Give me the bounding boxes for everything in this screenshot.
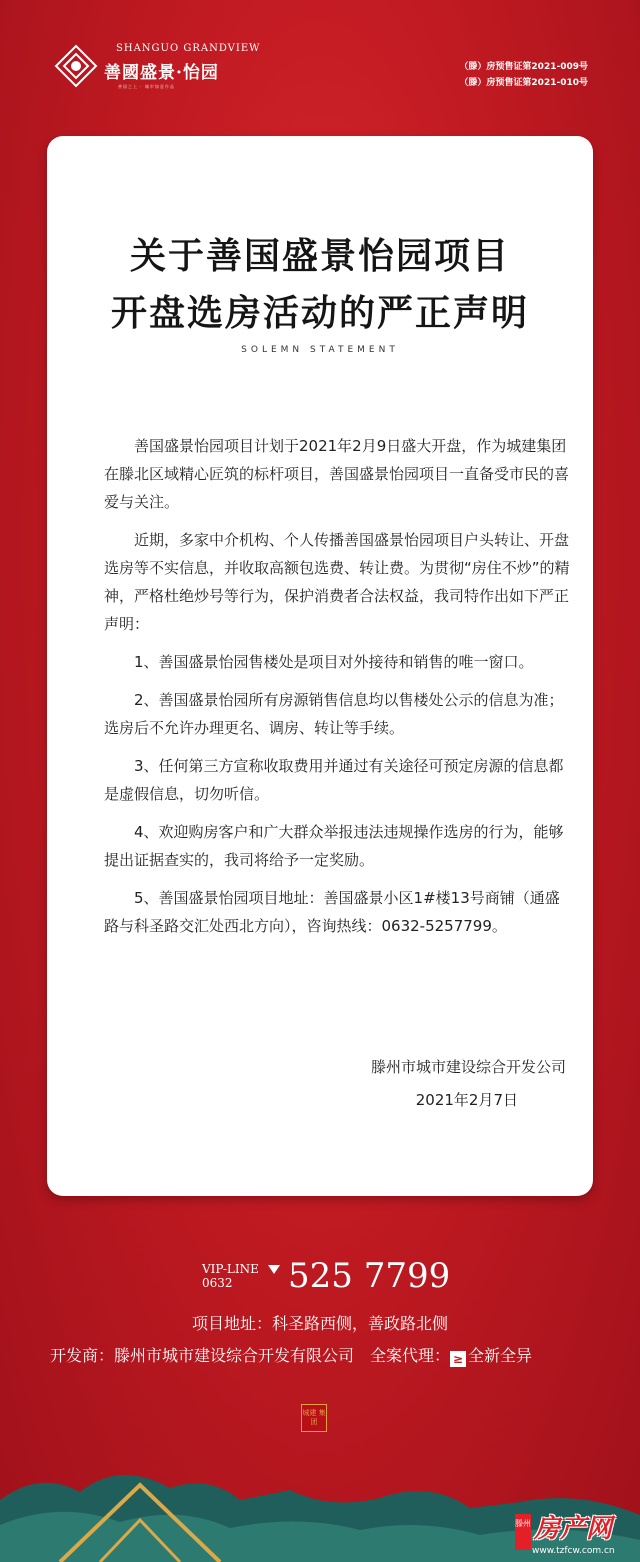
developer-text: 开发商：滕州市城市建设综合开发有限公司 全案代理： <box>50 1346 451 1365</box>
signature-date: 2021年2月7日 <box>415 1091 518 1109</box>
vip-phone-number: 525 7799 <box>288 1256 451 1296</box>
statement-title-line2: 开盘选房活动的严正声明 <box>110 292 529 334</box>
statement-card <box>47 136 593 1196</box>
logo-tagline: 善国之上 · 城市如意作品 <box>118 84 175 89</box>
project-address: 项目地址：科圣路西侧，善政路北侧 <box>191 1314 448 1333</box>
clause-2: 2、善国盛景怡园所有房源销售信息均以售楼处公示的信息为准；选房后不允许办理更名、调房、转让等手续。 <box>104 691 564 737</box>
statement-subtitle: SOLEMN STATEMENT <box>241 345 399 355</box>
vip-area-code: 0632 <box>202 1276 233 1290</box>
developer-info <box>50 1343 532 1367</box>
arrow-down-icon <box>268 1265 280 1274</box>
clause-5: 5、善国盛景怡园项目地址：善国盛景小区1#楼13号商铺（通盛路与科圣路交汇处西北方向），咨询热线：0632-5257799。 <box>104 889 560 935</box>
logo-chinese: 善國盛景·怡园 <box>104 63 219 83</box>
watermark-logo: 房产网 <box>534 1514 613 1544</box>
presale-certificate-1: （滕）房预售证第2021-009号 <box>459 62 588 72</box>
logo-english: SHANGUO GRANDVIEW <box>116 43 261 54</box>
clause-3: 3、任何第三方宣称收取费用并通过有关途径可预定房源的信息都是虚假信息，切勿听信。 <box>104 757 564 803</box>
seal-stamp: 城建 集团 <box>301 1404 327 1432</box>
header <box>0 0 640 130</box>
agent-logo-icon: ≥ <box>450 1351 466 1367</box>
paragraph-context: 近期，多家中介机构、个人传播善国盛景怡园项目户头转让、开盘选房等不实信息，并收取高额包选费、转让费。为贯彻“房住不炒”的精神，严格杜绝炒号等行为，保护消费者合法权益，我司特作出如下严正声明： <box>104 531 570 633</box>
watermark-url: www.tzfcw.com.cn <box>532 1546 615 1556</box>
watermark-badge: 滕州 <box>515 1514 531 1550</box>
signature-company: 滕州市城市建设综合开发公司 <box>370 1058 566 1076</box>
clause-1: 1、善国盛景怡园售楼处是项目对外接待和销售的唯一窗口。 <box>134 653 534 671</box>
statement-body <box>104 432 570 950</box>
statement-title-line1: 关于善国盛景怡园项目 <box>129 235 510 277</box>
clause-4: 4、欢迎购房客户和广大群众举报违法违规操作选房的行为，能够提出证据查实的，我司将给予一定奖励。 <box>104 823 564 869</box>
logo-emblem-icon <box>54 44 98 88</box>
vip-line-text: VIP-LINE <box>202 1262 259 1276</box>
agent-name: 全新全异 <box>468 1346 533 1365</box>
presale-certificate-2: （滕）房预售证第2021-010号 <box>459 78 588 88</box>
paragraph-intro: 善国盛景怡园项目计划于2021年2月9日盛大开盘，作为城建集团在滕北区域精心匠筑的标杆项目，善国盛景怡园项目一直备受市民的喜爱与关注。 <box>104 437 570 511</box>
vip-line-label <box>202 1262 259 1290</box>
